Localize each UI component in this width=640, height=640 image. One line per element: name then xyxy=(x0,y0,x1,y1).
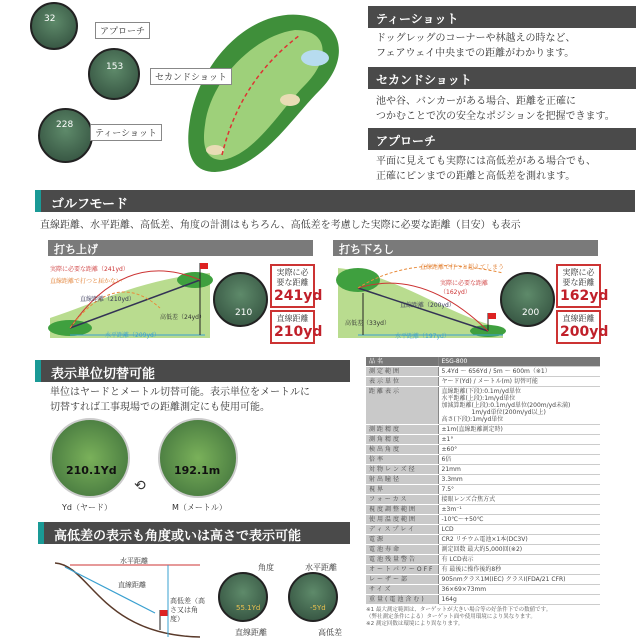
box-value: 200yd xyxy=(560,324,609,340)
spec-value: ±3m⁻¹ xyxy=(438,505,600,515)
box-value: 162yd xyxy=(560,288,609,304)
spec-value: 905nmクラス1M(IEC) クラスⅠ(FDA/21 CFR) xyxy=(438,575,600,585)
spec-row xyxy=(366,565,600,575)
viewfinder-second xyxy=(88,48,140,100)
viewfinder-tee xyxy=(38,108,93,163)
viewfinder-value: -5Yd xyxy=(310,604,326,612)
spec-notes xyxy=(366,607,606,628)
text-line: 切替すれば工事現場での距離測定にも使用可能。 xyxy=(50,402,270,413)
box-label: 直線距離 xyxy=(562,314,595,323)
spec-row xyxy=(366,505,600,515)
spec-key: 電源 xyxy=(366,535,438,545)
spec-value: 7.5° xyxy=(438,485,600,495)
spec-row xyxy=(366,455,600,465)
text-line: 池や谷、バンカーがある場合、距離を正確に xyxy=(376,96,576,107)
box-label: 実際に必要な距離 xyxy=(276,268,309,287)
uphill-viewfinder xyxy=(213,272,268,327)
yard-viewfinder xyxy=(50,418,130,498)
downhill-horizontal-label: 水平距離（197yd） xyxy=(395,333,450,340)
spec-row xyxy=(366,445,600,455)
uphill-actual-label: 実際に必要な距離（241yd） xyxy=(50,266,129,273)
box-label: 実際に必要な距離 xyxy=(562,268,595,287)
c1-bottom-label: 直線距離 xyxy=(235,628,267,637)
spec-row xyxy=(366,575,600,585)
uphill-short-label: 直線距離で打つと届かない xyxy=(50,278,123,285)
spec-key: 電池寿命 xyxy=(366,545,438,555)
spec-key: フォーカス xyxy=(366,495,438,505)
uphill-straight-label: 直線距離（210yd） xyxy=(80,296,135,303)
spec-row xyxy=(366,485,600,495)
elev-straight-label: 直線距離 xyxy=(118,581,146,589)
spec-value: ESG-800 xyxy=(438,357,600,367)
spec-row xyxy=(366,465,600,475)
golf-mode-desc: 直線距離、水平距離、高低差、角度の計測はもちろん、高低差を考慮した実際に必要な距離（目安）も表示 xyxy=(40,220,521,231)
spec-key: 品名 xyxy=(366,357,438,367)
spec-key: 視度調整範囲 xyxy=(366,505,438,515)
height-viewfinder xyxy=(288,572,338,622)
spec-key: 対物レンズ径 xyxy=(366,465,438,475)
spec-key: 測定範囲 xyxy=(366,367,438,377)
spec-value: 21mm xyxy=(438,465,600,475)
downhill-straight-box xyxy=(556,310,609,344)
meter-label: M（メートル） xyxy=(172,503,227,512)
spec-key: 視界 xyxy=(366,485,438,495)
note-line: ※2 測定回数は環境により異なります。 xyxy=(366,621,464,627)
text-line: フェアウェイ中央までの距離がわかります。 xyxy=(376,48,575,59)
approach-heading: アプローチ xyxy=(368,128,636,150)
uphill-straight-box xyxy=(270,310,323,344)
label-value: （162yd） xyxy=(440,289,471,296)
spec-value: 直線距離(下段):0.1m/yd単位 水平距離(上段):1m/yd単位 加減算距離(上段):0.1m/yd単位(200m/yd未満) 1m/yd単位(200m/yd以上) 高さ(下段):1m/yd単位 xyxy=(438,387,600,425)
spec-key: 射出瞳径 xyxy=(366,475,438,485)
elev-height-label: 高低差（高さ又は角度） xyxy=(170,597,205,623)
note-line: （弊社測定条件による）ターゲット面や使用環境により異なります。 xyxy=(366,614,536,620)
spec-value: 測定回数 最大約5,000回(※2) xyxy=(438,545,600,555)
viewfinder-value: 153 xyxy=(106,62,124,72)
viewfinder-value: 210 xyxy=(235,308,253,318)
spec-row xyxy=(366,387,600,425)
units-text xyxy=(50,385,310,415)
viewfinder-value: 192.1m xyxy=(174,464,221,477)
spec-key: 使用温度範囲 xyxy=(366,515,438,525)
spec-row xyxy=(366,425,600,435)
spec-value: 接眼レンズ合焦方式 xyxy=(438,495,600,505)
angle-viewfinder xyxy=(218,572,268,622)
spec-row xyxy=(366,515,600,525)
spec-value: 3.3mm xyxy=(438,475,600,485)
uphill-height-label: 高低差（24yd） xyxy=(160,314,205,321)
spec-row xyxy=(366,595,600,605)
spec-table xyxy=(366,357,600,605)
viewfinder-value: 200 xyxy=(522,308,540,318)
c1-top-label: 角度 xyxy=(258,563,274,572)
spec-value: ±1° xyxy=(438,435,600,445)
box-label: 直線距離 xyxy=(276,314,309,323)
spec-key: 重量(電池含む) xyxy=(366,595,438,605)
label-text: 実際に必要な距離 xyxy=(440,280,489,287)
label-tee-shot: ティーショット xyxy=(90,124,162,141)
spec-key: 測角精度 xyxy=(366,435,438,445)
downhill-height-label: 高低差（33yd） xyxy=(345,320,390,327)
text-line: ドッグレッグのコーナーや林越えの時など、 xyxy=(376,33,576,44)
spec-key: 検出角度 xyxy=(366,445,438,455)
switch-arrows-icon: ⟲ xyxy=(134,478,146,494)
spec-row xyxy=(366,545,600,555)
spec-row xyxy=(366,585,600,595)
downhill-viewfinder xyxy=(500,272,555,327)
approach-text xyxy=(376,154,596,184)
downhill-over-label: 直線距離で打つと超えてしまう xyxy=(420,264,505,271)
spec-key: レーザー部 xyxy=(366,575,438,585)
viewfinder-value: 32 xyxy=(44,14,56,24)
spec-key: オートパワーOFF xyxy=(366,565,438,575)
uphill-heading: 打ち上げ xyxy=(48,240,313,256)
spec-value: 5.4Yd 〜 656Yd / 5m 〜 600m（※1） xyxy=(438,367,600,377)
downhill-actual-label xyxy=(440,278,488,296)
label-second-shot: セカンドショット xyxy=(150,68,232,85)
spec-key: ディスプレイ xyxy=(366,525,438,535)
spec-value: ヤード(Yd) / メートル(m) 切替可能 xyxy=(438,377,600,387)
spec-key: 測距精度 xyxy=(366,425,438,435)
spec-value: -10℃〜+50℃ xyxy=(438,515,600,525)
spec-header-row xyxy=(366,357,600,367)
spec-row xyxy=(366,435,600,445)
c2-bottom-label: 高低差 xyxy=(318,628,342,637)
spec-value: LCD xyxy=(438,525,600,535)
spec-key: 倍率 xyxy=(366,455,438,465)
spec-key: 表示単位 xyxy=(366,377,438,387)
uphill-horizontal-label: 水平距離（209yd） xyxy=(105,332,160,339)
text-line: 正確にピンまでの距離と高低差を測れます。 xyxy=(376,171,576,182)
units-heading: 表示単位切替可能 xyxy=(35,360,350,382)
spec-row xyxy=(366,525,600,535)
spec-value: 有 LCD表示 xyxy=(438,555,600,565)
box-value: 210yd xyxy=(274,324,323,340)
yard-label: Yd（ヤード） xyxy=(62,503,112,512)
spec-key: サイズ xyxy=(366,585,438,595)
text-line: つかむことで次の安全なポジションを把握できます。 xyxy=(376,111,615,122)
c2-top-label: 水平距離 xyxy=(305,563,337,572)
viewfinder-value: 210.1Yd xyxy=(66,464,117,477)
second-shot-heading: セカンドショット xyxy=(368,67,636,89)
elev-horizontal-label: 水平距離 xyxy=(120,557,148,565)
viewfinder-value: 55.1Yd xyxy=(236,604,261,612)
viewfinder-value: 228 xyxy=(56,120,74,130)
spec-row xyxy=(366,535,600,545)
downhill-heading: 打ち下ろし xyxy=(333,240,598,256)
spec-value: ±1m(直線距離測定時) xyxy=(438,425,600,435)
second-shot-text xyxy=(376,94,615,124)
spec-value: 36×69×73mm xyxy=(438,585,600,595)
tee-shot-text xyxy=(376,31,576,61)
spec-value: CR2 リチウム電池×1本(DC3V) xyxy=(438,535,600,545)
downhill-actual-box xyxy=(556,264,609,308)
spec-value: 有 最後に操作後約8秒 xyxy=(438,565,600,575)
spec-key: 電池残量警告 xyxy=(366,555,438,565)
golf-mode-heading: ゴルフモード xyxy=(35,190,635,212)
uphill-actual-box xyxy=(270,264,323,308)
text-line: 平面に見えても実際には高低差がある場合でも、 xyxy=(376,156,596,167)
spec-row xyxy=(366,475,600,485)
box-value: 241yd xyxy=(274,288,323,304)
spec-row xyxy=(366,555,600,565)
spec-section xyxy=(366,357,606,628)
note-line: ※1 最大測定範囲は、ターゲットが大きい場合等の好条件下での数値です。 xyxy=(366,607,552,613)
text-line: 単位はヤードとメートル切替可能。表示単位をメートルに xyxy=(50,387,310,398)
tee-shot-heading: ティーショット xyxy=(368,6,636,28)
spec-row xyxy=(366,367,600,377)
spec-value: 6倍 xyxy=(438,455,600,465)
viewfinder-approach xyxy=(30,2,78,50)
spec-row xyxy=(366,495,600,505)
meter-viewfinder xyxy=(158,418,238,498)
spec-value: 164g xyxy=(438,595,600,605)
downhill-straight-label: 直線距離（200yd） xyxy=(400,302,455,309)
spec-value: ±60° xyxy=(438,445,600,455)
spec-row xyxy=(366,377,600,387)
spec-key: 距離表示 xyxy=(366,387,438,425)
elevation-heading: 高低差の表示も角度或いは高さで表示可能 xyxy=(38,522,350,544)
label-approach: アプローチ xyxy=(95,22,150,39)
